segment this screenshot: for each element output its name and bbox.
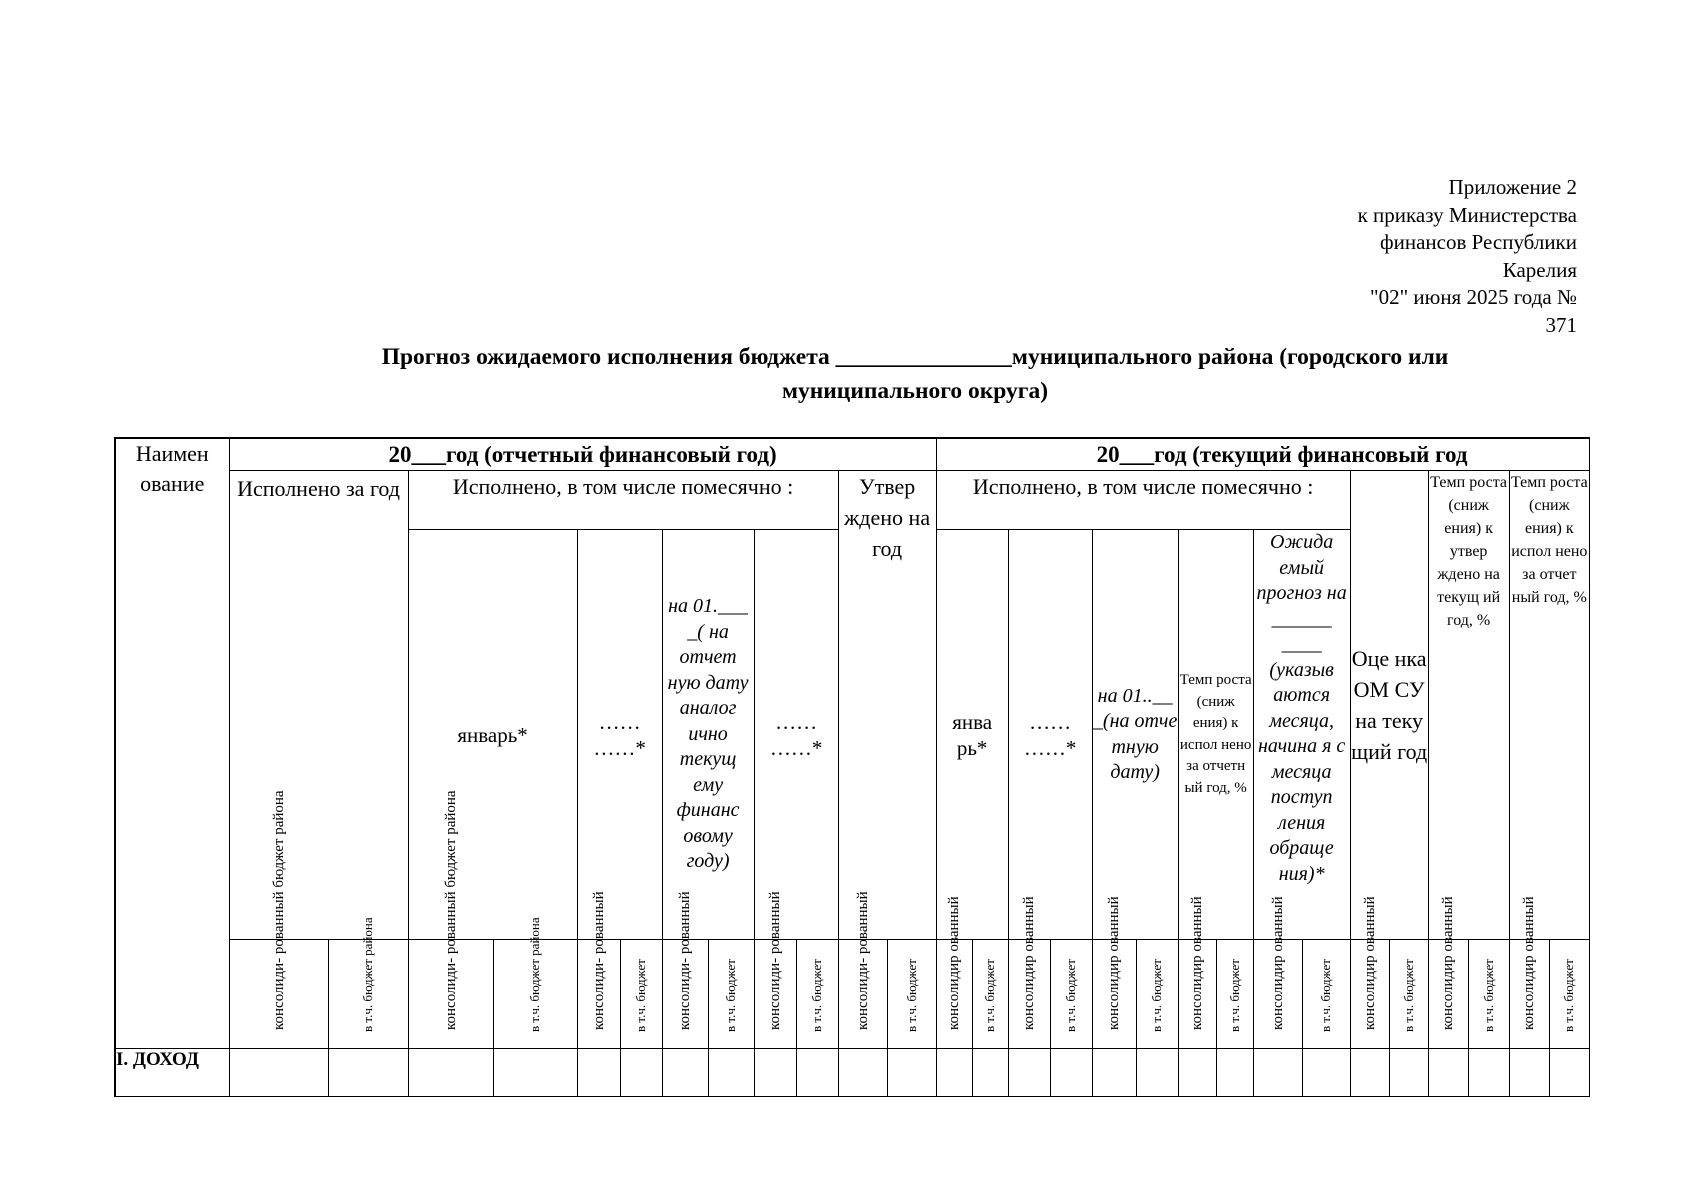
sub-header-cell [796, 940, 838, 1049]
sub-header-label: в т.ч. бюджет [903, 959, 919, 1032]
sub-header-cell [708, 940, 754, 1049]
sub-header-cell [1350, 896, 1389, 1049]
data-cell[interactable] [620, 1049, 662, 1097]
sub-header-cell [1549, 940, 1589, 1049]
data-cell[interactable] [936, 1049, 972, 1097]
sub-header-label: в т.ч. бюджет [1226, 959, 1242, 1032]
dots-header-2: …… ……* [754, 530, 838, 940]
january-header: январь* [408, 530, 577, 940]
sub-header-cell [577, 891, 620, 1049]
sub-header-label: в т.ч. бюджет [1063, 959, 1079, 1032]
dots-header-1: …… ……* [577, 530, 662, 940]
appendix-line: к приказу Министерства [1357, 202, 1577, 227]
data-cell[interactable] [1092, 1049, 1136, 1097]
sub-header-label: в т.ч. бюджет [1480, 959, 1496, 1032]
data-cell[interactable] [1253, 1049, 1302, 1097]
appendix-line: Приложение 2 [1448, 175, 1577, 199]
data-cell[interactable] [1216, 1049, 1253, 1097]
data-cell[interactable] [708, 1049, 754, 1097]
current-year-header: 20___год (текущий финансовый год [936, 438, 1589, 471]
sub-header-cell [1136, 940, 1178, 1049]
sub-header-label: консолидир ованный [1021, 896, 1038, 1030]
sub-header-label: в т.ч. бюджет района [527, 917, 543, 1032]
sub-header-label: в т.ч. бюджет [1561, 959, 1577, 1032]
executed-monthly-current-header: Исполнено, в том числе помесячно : [936, 471, 1350, 530]
sub-header-cell [1050, 940, 1092, 1049]
sub-header-label: консолиди- рованный [767, 891, 784, 1030]
omsu-estimate-header: Оце нка ОМ СУ на теку щий год [1350, 471, 1428, 940]
sub-header-label: в т.ч. бюджет [723, 959, 739, 1032]
sub-header-label: консолидир ованный [1106, 896, 1123, 1030]
row-label-income: I. ДОХОД [115, 1049, 229, 1097]
appendix-line: 371 [1545, 312, 1577, 337]
appendix-block [1237, 174, 1577, 339]
january-current-header: янва рь* [936, 530, 1008, 940]
data-cell[interactable] [662, 1049, 708, 1097]
growth-executed-header: Темп роста (сниж ения) к испол нено за отчет ный год, % [1509, 471, 1589, 940]
sub-header-cell [1389, 940, 1428, 1049]
data-cell[interactable] [408, 1049, 493, 1097]
sub-header-label: в т.ч. бюджет [1149, 959, 1165, 1032]
appendix-line: Карелия [1502, 257, 1577, 282]
data-cell[interactable] [838, 1049, 887, 1097]
executed-monthly-header: Исполнено, в том числе помесячно : [408, 471, 838, 530]
col-name-header: Наимен ование [115, 438, 229, 1049]
data-cell[interactable] [887, 1049, 936, 1097]
data-cell[interactable] [972, 1049, 1008, 1097]
sub-header-cell [1468, 940, 1509, 1049]
data-cell[interactable] [1350, 1049, 1389, 1097]
sub-header-label: консолиди- рованный [590, 891, 607, 1030]
sub-header-label: консолиди- рованный [854, 891, 871, 1030]
sub-header-label: в т.ч. бюджет района [360, 917, 376, 1032]
data-cell[interactable] [1549, 1049, 1589, 1097]
sub-header-cell [1428, 896, 1468, 1049]
sub-header-label: консолидир ованный [1269, 896, 1286, 1030]
sub-header-cell [936, 896, 972, 1049]
sub-header-cell [662, 891, 708, 1049]
expected-forecast-header: Ожида емый прогноз на ______ ____ (указыв аются месяца, начина я с месяца поступ ления обраще ния)* [1253, 530, 1350, 940]
data-cell[interactable] [1389, 1049, 1428, 1097]
sub-header-cell [1302, 940, 1350, 1049]
reported-year-header: 20___год (отчетный финансовый год) [229, 438, 936, 471]
growth-approved-header: Темп роста (сниж ения) к утвер ждено на текущ ий год, % [1428, 471, 1509, 940]
sub-header-label: консолидир ованный [1440, 896, 1457, 1030]
forecast-table [114, 437, 1590, 1097]
data-cell[interactable] [1468, 1049, 1509, 1097]
sub-header-label: консолидир ованный [1521, 896, 1538, 1030]
data-cell[interactable] [1509, 1049, 1549, 1097]
sub-header-cell [972, 940, 1008, 1049]
appendix-line: "02" июня 2025 года № [1370, 285, 1577, 309]
sub-header-cell [1509, 896, 1549, 1049]
sub-header-label: консолидир ованный [1361, 896, 1378, 1030]
sub-header-label: консолидир ованный [946, 896, 963, 1030]
data-cell[interactable] [1050, 1049, 1092, 1097]
sub-header-cell [1178, 896, 1216, 1049]
sub-header-cell [408, 790, 493, 1049]
data-cell[interactable] [1302, 1049, 1350, 1097]
data-cell[interactable] [493, 1049, 577, 1097]
sub-header-label: консолиди- рованный бюджет района [442, 790, 459, 1030]
sub-header-cell [1253, 896, 1302, 1049]
data-cell[interactable] [1428, 1049, 1468, 1097]
executed-for-year-header: Исполнено за год [229, 471, 408, 940]
sub-header-cell [1092, 896, 1136, 1049]
data-cell[interactable] [796, 1049, 838, 1097]
approved-for-year-header: Утвер ждено на год [838, 471, 936, 940]
dots-header-3: …… ……* [1008, 530, 1092, 940]
sub-header-cell [493, 917, 577, 1049]
sub-header-cell [1216, 940, 1253, 1049]
sub-header-cell [1008, 896, 1050, 1049]
appendix-line: финансов Республики [1380, 230, 1577, 254]
growth-monthly-header: Темп роста (сниж ения) к испол нено за отчетн ый год, % [1178, 530, 1253, 940]
title-line-2: муниципального округа) [781, 378, 1049, 404]
data-cell[interactable] [1136, 1049, 1178, 1097]
sub-header-label: в т.ч. бюджет [809, 959, 825, 1032]
data-cell[interactable] [754, 1049, 796, 1097]
sub-header-cell [328, 917, 408, 1049]
data-cell[interactable] [1178, 1049, 1216, 1097]
sub-header-cell [838, 891, 887, 1049]
data-cell[interactable] [1008, 1049, 1050, 1097]
sub-header-label: консолиди- рованный [677, 891, 694, 1030]
sub-header-cell [620, 940, 662, 1049]
sub-header-label: в т.ч. бюджет [633, 959, 649, 1032]
sub-header-cell [887, 940, 936, 1049]
on-date-current-header: на 01..__ _(на отче тную дату) [1092, 530, 1178, 940]
title-line-1: Прогноз ожидаемого исполнения бюджета _______________муниципального района (городского или [381, 344, 1449, 370]
sub-header-label: консолиди- рованный бюджет района [270, 790, 287, 1030]
sub-header-label: в т.ч. бюджет [1400, 959, 1416, 1032]
on-date-reported-header: на 01.___ _( на отчет ную дату аналог ично текущ ему финанс овому году) [662, 530, 754, 940]
sub-header-label: в т.ч. бюджет [1318, 959, 1334, 1032]
sub-header-label: консолидир ованный [1189, 896, 1206, 1030]
data-cell[interactable] [577, 1049, 620, 1097]
document-title [250, 340, 1580, 408]
sub-header-cell [754, 891, 796, 1049]
sub-header-label: в т.ч. бюджет [982, 959, 998, 1032]
sub-header-cell [229, 790, 328, 1049]
data-cell[interactable] [328, 1049, 408, 1097]
data-cell[interactable] [229, 1049, 328, 1097]
